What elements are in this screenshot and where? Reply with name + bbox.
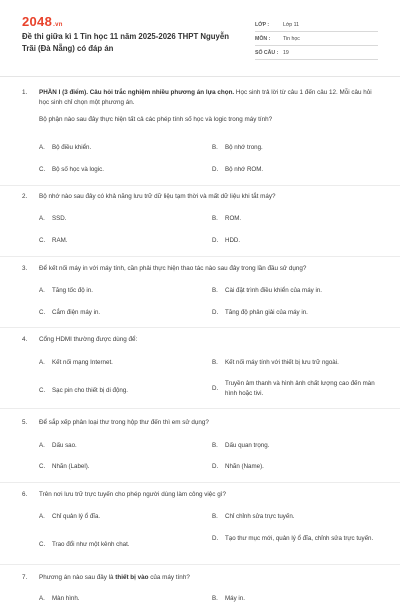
option-6c[interactable]: C. Trao đổi như một kênh chat. <box>39 541 130 548</box>
question-5 <box>22 418 378 428</box>
option-7b[interactable]: B. Máy in. <box>212 595 245 602</box>
question-divider <box>0 564 400 565</box>
section-intro: PHẦN I (3 điểm). Câu hỏi trắc nghiệm nhiều phương án lựa chọn. Học sinh trả lời từ câu 1 đến câu 12. Mỗi câu hỏi học sinh chỉ chọn một phương án. <box>39 89 372 106</box>
question-2 <box>22 192 378 202</box>
exam-meta-table <box>255 18 378 60</box>
question-number: 7. <box>22 574 28 581</box>
question-text: Trên nơi lưu trữ trực tuyến cho phép người dùng làm công việc gì? <box>39 491 226 498</box>
site-logo[interactable]: 2048.vn <box>22 14 63 29</box>
option-1d[interactable]: D. Bộ nhớ ROM. <box>212 166 264 173</box>
meta-value: Lớp 11 <box>283 21 299 28</box>
meta-key: LỚP : <box>255 21 270 28</box>
question-divider <box>0 256 400 257</box>
option-6a[interactable]: A. Chỉ quản lý ổ đĩa. <box>39 513 101 520</box>
question-number: 5. <box>22 419 28 426</box>
meta-key: MÔN : <box>255 35 271 42</box>
header-divider <box>0 76 400 77</box>
option-3a[interactable]: A. Tăng tốc độ in. <box>39 287 93 294</box>
question-number: 6. <box>22 491 28 498</box>
option-2c[interactable]: C. RAM. <box>39 237 68 244</box>
option-1c[interactable]: C. Bộ số học và logic. <box>39 166 104 173</box>
question-3 <box>22 264 378 274</box>
option-1a[interactable]: A. Bộ điều khiển. <box>39 144 92 151</box>
meta-value: Tin học <box>283 35 300 42</box>
question-7 <box>22 573 378 583</box>
question-divider <box>0 408 400 409</box>
question-text: Để sắp xếp phân loại thư trong hộp thư đến thì em sử dụng? <box>39 419 209 426</box>
meta-value: 19 <box>283 49 289 56</box>
option-1b[interactable]: B. Bộ nhớ trong. <box>212 144 263 151</box>
question-text: Phương án nào sau đây là thiết bị vào của máy tính? <box>39 574 190 581</box>
question-text: Bộ nhớ nào sau đây có khả năng lưu trữ dữ liệu tạm thời và mất dữ liệu khi tắt máy? <box>39 193 276 200</box>
option-4a[interactable]: A. Kết nối mạng Internet. <box>39 359 113 366</box>
option-4d[interactable]: D. Truyền âm thanh và hình ảnh chất lượng cao đến màn hình hoặc tivi. <box>212 380 375 397</box>
option-6d[interactable]: D. Tạo thư mục mới, quản lý ổ đĩa, chỉnh sửa trực tuyến. <box>212 535 374 542</box>
question-divider <box>0 327 400 328</box>
meta-row-class <box>255 18 378 32</box>
exam-header <box>22 12 378 64</box>
meta-key: SỐ CÂU : <box>255 49 279 56</box>
meta-row-count <box>255 46 378 60</box>
option-2d[interactable]: D. HDD. <box>212 237 241 244</box>
option-3d[interactable]: D. Tăng độ phân giải của máy in. <box>212 309 308 316</box>
option-4c[interactable]: C. Sạc pin cho thiết bị di động. <box>39 387 129 394</box>
question-6 <box>22 490 378 500</box>
option-5c[interactable]: C. Nhãn (Label). <box>39 463 90 470</box>
option-3c[interactable]: C. Cắm điện máy in. <box>39 309 101 316</box>
option-5d[interactable]: D. Nhãn (Name). <box>212 463 264 470</box>
question-4 <box>22 335 378 345</box>
question-number: 2. <box>22 193 28 200</box>
question-number: 4. <box>22 336 28 343</box>
option-3b[interactable]: B. Cài đặt trình điều khiển của máy in. <box>212 287 322 294</box>
option-2b[interactable]: B. ROM. <box>212 215 242 222</box>
question-1 <box>22 88 378 125</box>
question-divider <box>0 185 400 186</box>
option-5b[interactable]: B. Dấu quan trọng. <box>212 442 270 449</box>
option-6b[interactable]: B. Chỉ chỉnh sửa trực tuyến. <box>212 513 295 520</box>
option-5a[interactable]: A. Dấu sao. <box>39 442 77 449</box>
question-text: Để kết nối máy in với máy tính, cần phải thực hiện thao tác nào sau đây trong lần đầu sử dụng? <box>39 265 307 272</box>
option-2a[interactable]: A. SSD. <box>39 215 67 222</box>
question-text: Cổng HDMI thường được dùng để: <box>39 336 138 343</box>
question-number: 1. <box>22 89 28 96</box>
question-number: 3. <box>22 265 28 272</box>
option-4b[interactable]: B. Kết nối máy tính với thiết bị lưu trữ ngoài. <box>212 359 339 366</box>
page-title: Đề thi giữa kì 1 Tin học 11 năm 2025-2026 THPT Nguyễn Trãi (Đà Nẵng) có đáp án <box>22 32 229 53</box>
question-divider <box>0 482 400 483</box>
meta-row-subject <box>255 32 378 46</box>
option-7a[interactable]: A. Màn hình. <box>39 595 80 602</box>
question-text: Bộ phận nào sau đây thực hiện tất cả các phép tính số học và logic trong máy tính? <box>39 116 273 123</box>
